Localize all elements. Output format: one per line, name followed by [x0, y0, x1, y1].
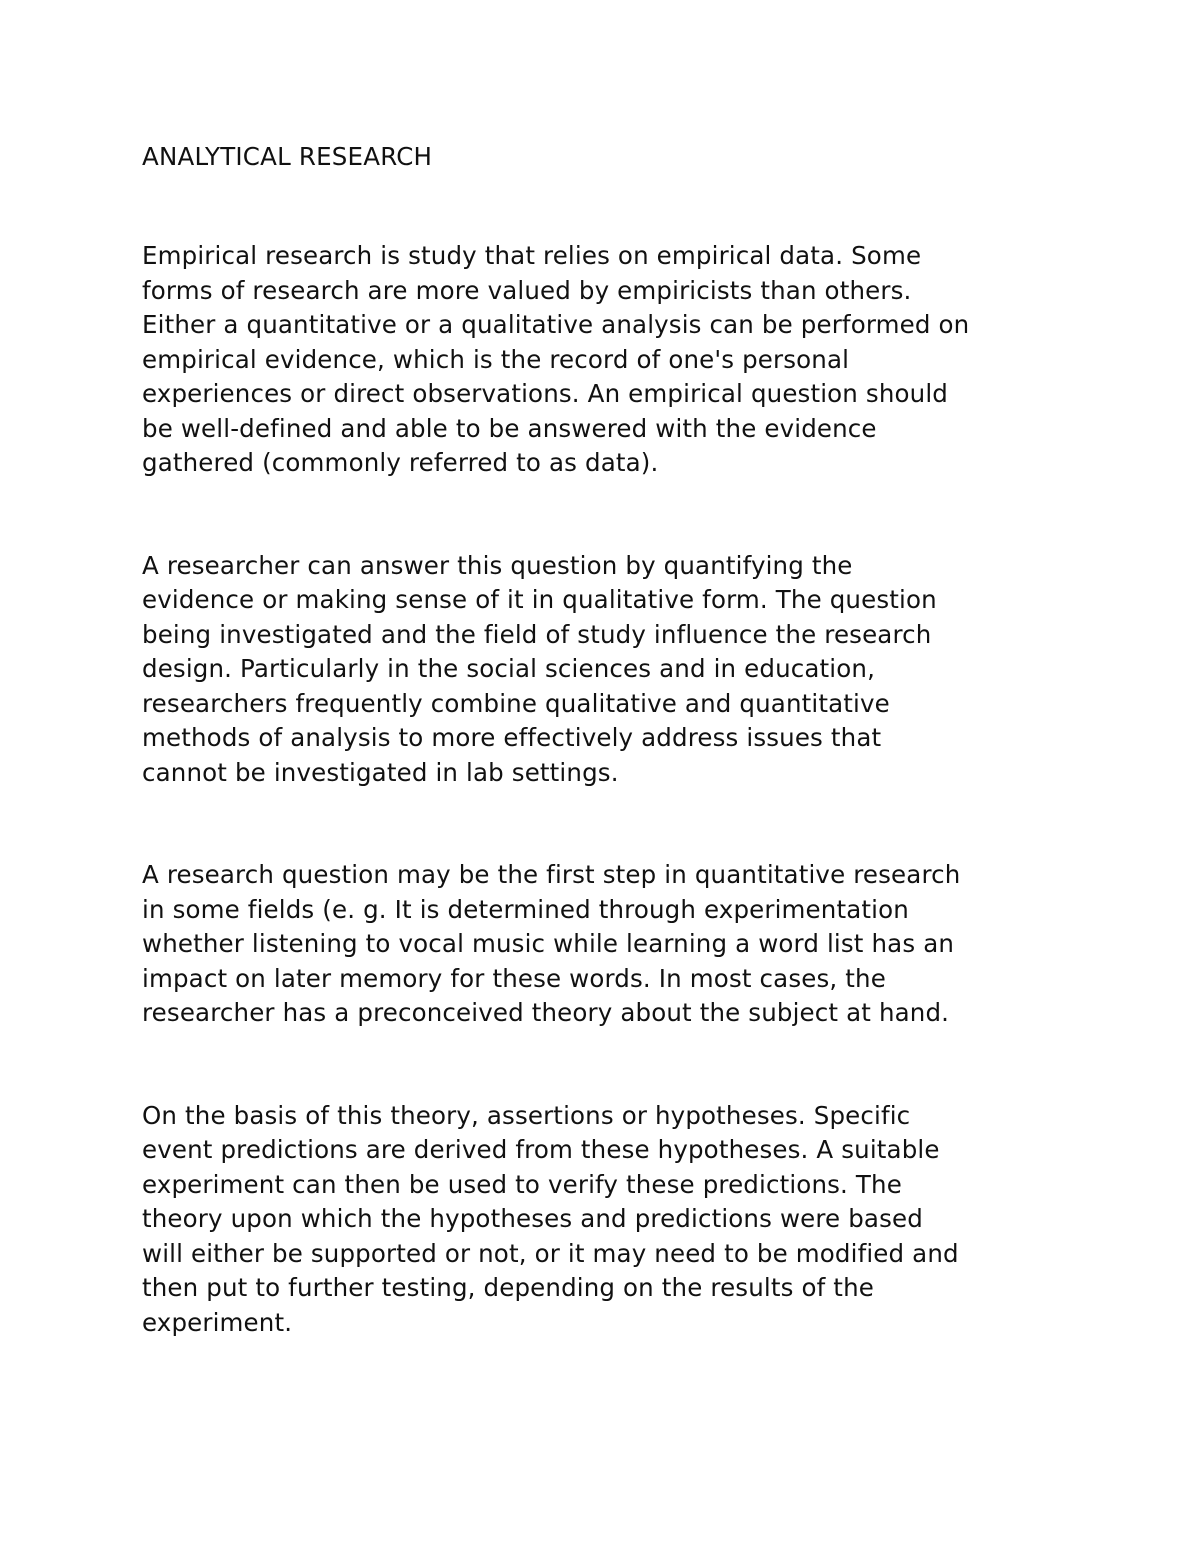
paragraph-line: cannot be investigated in lab settings. — [142, 757, 619, 787]
paragraph-line: researcher has a preconceived theory about the subject at hand. — [142, 998, 950, 1027]
paragraph-1 — [142, 239, 1062, 481]
paragraph-list — [142, 239, 1062, 1340]
paragraph-line: theory upon which the hypotheses and predictions were based — [142, 1204, 923, 1233]
paragraph-line: evidence or making sense of it in qualitative form. The question — [142, 585, 937, 614]
paragraph-line: experiment. — [142, 1307, 293, 1337]
paragraph-line: event predictions are derived from these hypotheses. A suitable — [142, 1135, 940, 1164]
paragraph-3 — [142, 858, 1062, 1031]
paragraph-line: being investigated and the field of study influence the research — [142, 619, 932, 649]
document-title: ANALYTICAL RESEARCH — [142, 142, 433, 171]
paragraph-line: A researcher can answer this question by quantifying the — [142, 550, 853, 580]
paragraph-line: will either be supported or not, or it may need to be modified and — [142, 1238, 959, 1268]
paragraph-line: Either a quantitative or a qualitative analysis can be performed on — [142, 310, 970, 339]
paragraph-line: design. Particularly in the social sciences and in education, — [142, 654, 876, 683]
paragraph-line: On the basis of this theory, assertions or hypotheses. Specific — [142, 1100, 911, 1130]
paragraph-line: whether listening to vocal music while learning a word list has an — [142, 929, 955, 958]
paragraph-line: be well-defined and able to be answered with the evidence — [142, 413, 877, 443]
paragraph-line: forms of research are more valued by empiricists than others. — [142, 275, 912, 305]
paragraph-2 — [142, 549, 1062, 791]
document-body — [142, 138, 1062, 1340]
paragraph-line: methods of analysis to more effectively address issues that — [142, 723, 882, 752]
paragraph-line: experiment can then be used to verify these predictions. The — [142, 1169, 902, 1199]
paragraph-line: researchers frequently combine qualitative and quantitative — [142, 688, 890, 718]
paragraph-line: empirical evidence, which is the record of one's personal — [142, 344, 850, 374]
paragraph-line: then put to further testing, depending on the results of the — [142, 1273, 874, 1302]
paragraph-line: in some fields (e. g. It is determined through experimentation — [142, 894, 909, 924]
paragraph-line: A research question may be the first step in quantitative research — [142, 860, 961, 889]
paragraph-line: impact on later memory for these words. In most cases, the — [142, 963, 886, 993]
paragraph-line: Empirical research is study that relies on empirical data. Some — [142, 241, 922, 270]
paragraph-line: experiences or direct observations. An empirical question should — [142, 379, 948, 408]
paragraph-4 — [142, 1099, 1062, 1341]
paragraph-line: gathered (commonly referred to as data). — [142, 448, 659, 477]
